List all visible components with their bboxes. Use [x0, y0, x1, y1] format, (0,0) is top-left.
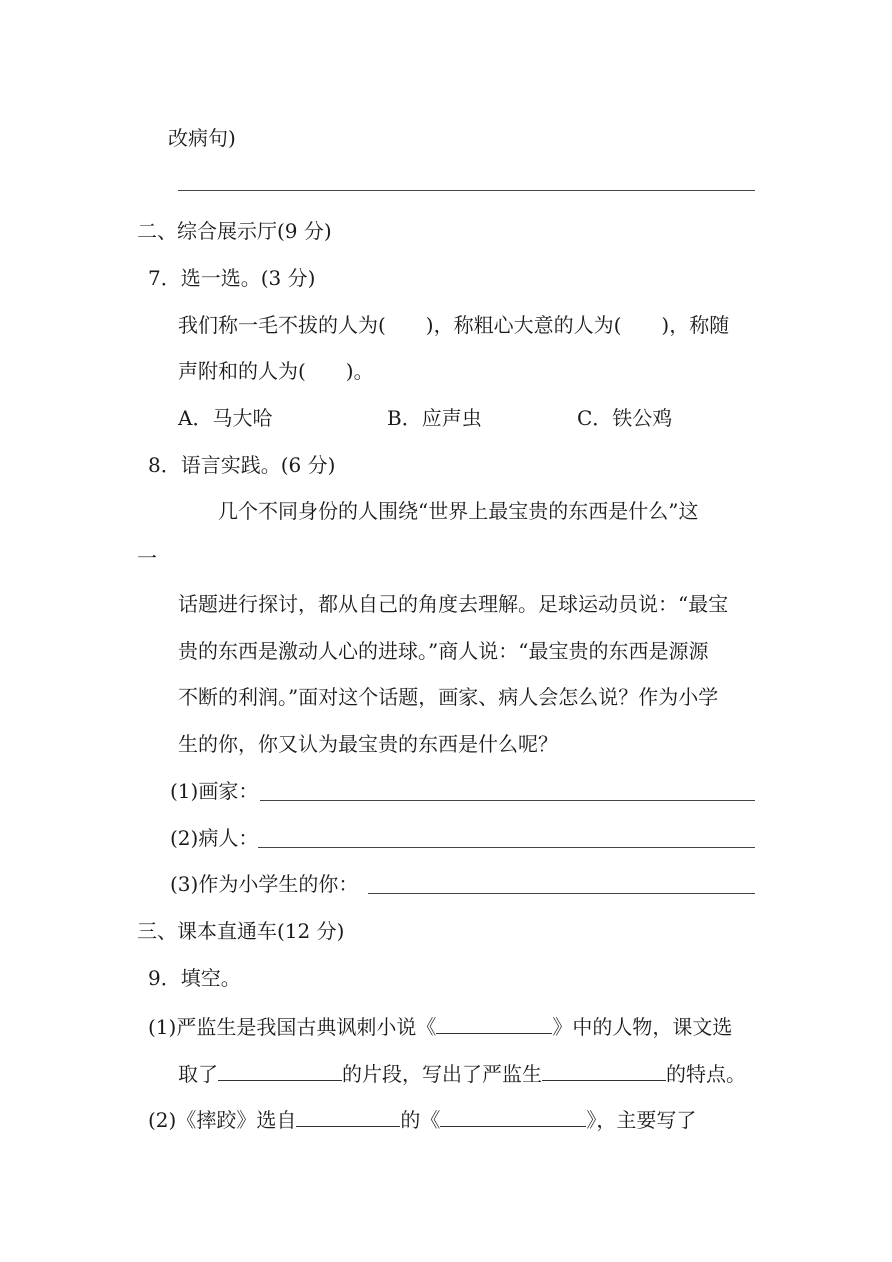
q8-para-line4: 贵的东西是激动人心的进球。”商人说：“最宝贵的东西是源源: [178, 639, 709, 663]
q9-title: 9．填空。: [148, 966, 241, 990]
q7-line2: 声附和的人为( )。: [178, 359, 374, 383]
q7-option-b: B．应声虫: [387, 406, 482, 430]
q9-part1-text-d: 的片段，写出了严监生: [342, 1062, 542, 1086]
q9-blank-author[interactable]: [296, 1108, 400, 1127]
q9-part1-text-a: (1)严监生是我国古典讽刺小说《: [148, 1015, 437, 1039]
q7-option-a: A．马大哈: [178, 406, 273, 430]
q9-part1-text-b: 》中的人物，课文选: [552, 1015, 733, 1039]
q8-para-line1: 几个不同身份的人围绕“世界上最宝贵的东西是什么”这: [218, 499, 699, 523]
q8-para-line3: 话题进行探讨，都从自己的角度去理解。足球运动员说：“最宝: [178, 592, 729, 616]
q9-blank-novel[interactable]: [436, 1015, 552, 1034]
q8-answer1-label: (1)画家：: [170, 779, 259, 803]
q8-title: 8．语言实践。(6 分): [148, 453, 336, 477]
q8-para-line5: 不断的利润。”面对这个话题，画家、病人会怎么说？作为小学: [178, 685, 719, 709]
q9-part2-line1: [148, 1108, 696, 1130]
q7-line1: 我们称一毛不拔的人为( )，称粗心大意的人为( )，称随: [178, 313, 730, 337]
q8-para-line2: 一: [137, 546, 157, 570]
q9-part2-text-b: 的《: [400, 1108, 441, 1132]
q8-para-line6: 生的你，你又认为最宝贵的东西是什么呢？: [178, 732, 558, 756]
section2-title: 二、综合展示厅(9 分): [137, 219, 332, 243]
q8-answer2-label: (2)病人：: [170, 826, 259, 850]
q9-blank-book[interactable]: [440, 1108, 586, 1127]
section3-title: 三、课本直通车(12 分): [137, 919, 345, 943]
q8-answer3-line[interactable]: [368, 893, 755, 894]
q9-part2-text-c: 》，主要写了: [586, 1108, 697, 1132]
q9-part1-text-e: 的特点。: [666, 1062, 746, 1086]
q8-answer2-line[interactable]: [258, 847, 755, 848]
q9-part2-text-a: (2)《摔跤》选自: [148, 1108, 297, 1132]
q9-part1-text-c: 取了: [178, 1062, 218, 1086]
q9-blank-trait[interactable]: [542, 1062, 666, 1081]
q8-answer3-label: (3)作为小学生的你：: [170, 872, 359, 896]
q9-part1-line1: [148, 1015, 732, 1037]
q6-tail-text: 改病句): [168, 126, 236, 150]
q7-title: 7．选一选。(3 分): [148, 266, 316, 290]
q9-part1-line2: [178, 1062, 746, 1084]
q8-answer1-line[interactable]: [260, 800, 755, 801]
q7-option-c: C．铁公鸡: [577, 406, 673, 430]
q6-answer-line: [178, 190, 755, 191]
q9-blank-excerpt[interactable]: [218, 1062, 342, 1081]
